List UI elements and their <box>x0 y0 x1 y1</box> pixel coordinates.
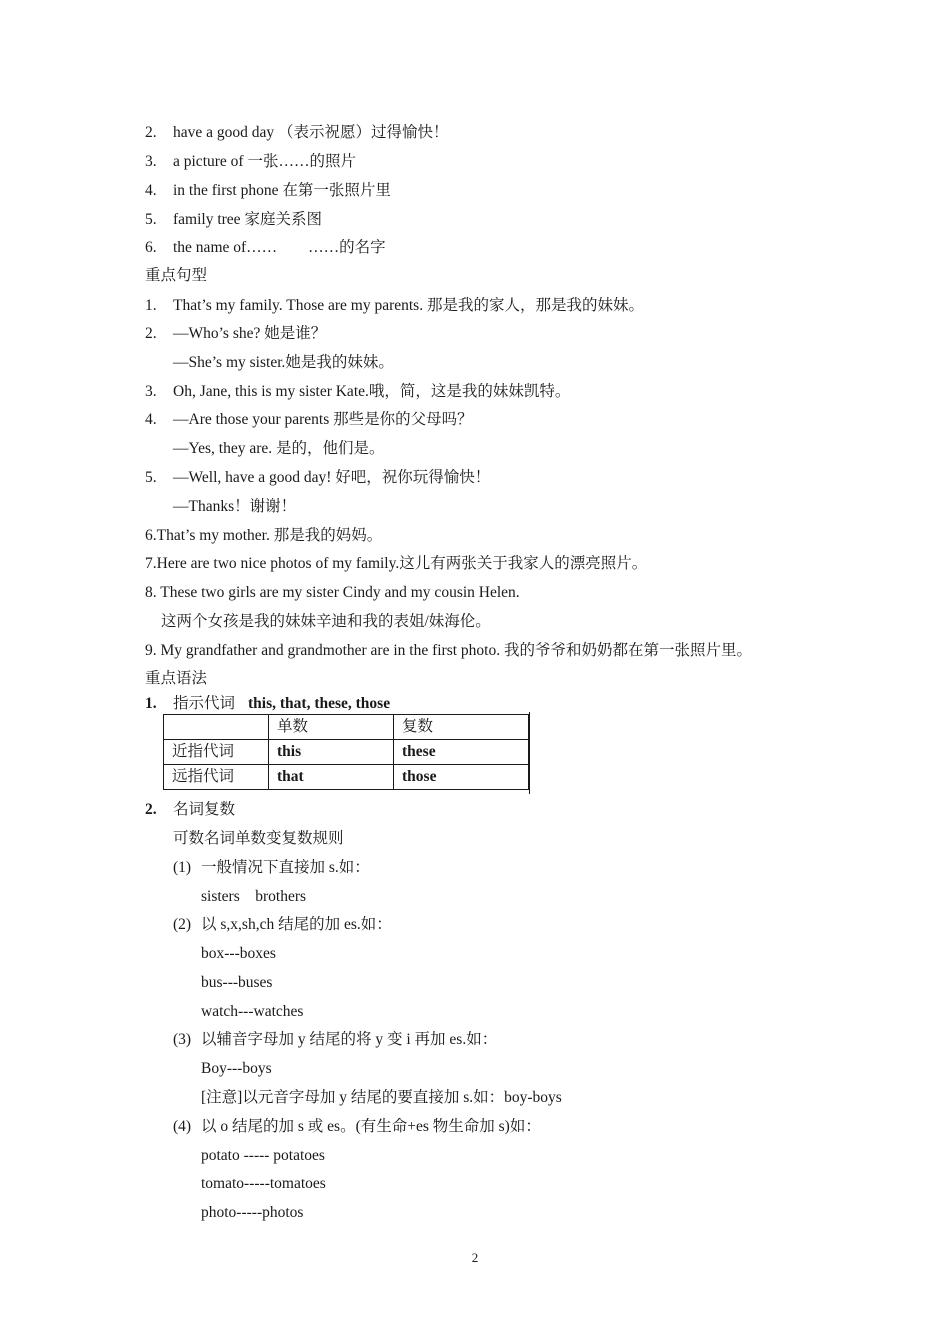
list-number: 2. <box>145 801 157 818</box>
phrase-text: the name of…… ……的名字 <box>173 239 386 256</box>
sentence-item <box>145 324 327 344</box>
rule-example: sisters brothers <box>201 888 307 905</box>
rule-example: potato ----- potatoes <box>201 1147 325 1164</box>
phrase-text: a picture of 一张……的照片 <box>173 153 356 170</box>
rule-number: (4) <box>173 1118 192 1135</box>
phrase-item <box>145 210 322 230</box>
sentence-text: —Well, have a good day! 好吧，祝你玩得愉快！ <box>173 469 491 486</box>
table-row <box>164 765 529 790</box>
grammar-words: this, that, these, those <box>248 695 391 712</box>
section-heading-sentences: 重点句型 <box>145 267 208 284</box>
list-number: 5. <box>145 469 157 486</box>
rule-example: box---boxes <box>201 945 276 962</box>
table-cell: 近指代词 <box>164 740 269 765</box>
table-border <box>529 712 530 794</box>
sentence-item <box>145 382 571 402</box>
list-number: 3. <box>145 383 157 400</box>
rule-text: 以 s,x,sh,ch 结尾的加 es.如： <box>201 916 392 933</box>
sentence-item: 9. My grandfather and grandmother are in the first photo. 我的爷爷和奶奶都在第一张照片里。 <box>145 642 752 659</box>
sentence-item: 6.That’s my mother. 那是我的妈妈。 <box>145 527 383 544</box>
grammar-item-plurals <box>145 800 236 820</box>
table-cell: these <box>394 740 529 765</box>
table-cell: that <box>269 765 394 790</box>
table-cell: this <box>269 740 394 765</box>
rule-number: (1) <box>173 859 192 876</box>
grammar-item-demonstratives <box>145 694 391 714</box>
table-cell: 远指代词 <box>164 765 269 790</box>
sentence-item <box>145 468 491 488</box>
list-number: 1. <box>145 695 157 712</box>
rule-item <box>173 915 392 935</box>
sentence-item <box>145 410 473 430</box>
rule-example: Boy---boys <box>201 1060 272 1077</box>
sentence-continuation: —Yes, they are. 是的，他们是。 <box>173 440 385 457</box>
list-number: 6. <box>145 239 157 256</box>
sentence-item <box>145 296 644 316</box>
list-number: 2. <box>145 124 157 141</box>
list-number: 3. <box>145 153 157 170</box>
sentence-continuation: 这两个女孩是我的妹妹辛迪和我的表姐/妹海伦。 <box>161 613 491 630</box>
grammar-label: 指示代词 <box>173 695 236 712</box>
rule-example: bus---buses <box>201 974 273 991</box>
table-row <box>164 740 529 765</box>
phrase-text: in the first phone 在第一张照片里 <box>173 182 391 199</box>
sentence-text: Oh, Jane, this is my sister Kate.哦，简，这是我的妹妹凯特。 <box>173 383 571 400</box>
rule-text: 以辅音字母加 y 结尾的将 y 变 i 再加 es.如： <box>201 1031 498 1048</box>
rule-example: tomato-----tomatoes <box>201 1175 326 1192</box>
phrase-item <box>145 238 386 258</box>
phrase-item <box>145 123 449 143</box>
sentence-text: —Are those your parents 那些是你的父母吗？ <box>173 411 473 428</box>
sentence-item: 8. These two girls are my sister Cindy and my cousin Helen. <box>145 584 520 601</box>
rule-note: [注意]以元音字母加 y 结尾的要直接加 s.如：boy-boys <box>201 1089 562 1106</box>
demonstratives-table <box>163 714 529 790</box>
rule-item <box>173 858 370 878</box>
sentence-continuation: —Thanks！谢谢！ <box>173 498 297 515</box>
phrase-item <box>145 152 356 172</box>
rules-intro: 可数名词单数变复数规则 <box>173 830 344 847</box>
rule-text: 以 o 结尾的加 s 或 es。(有生命+es 物生命加 s)如： <box>201 1118 541 1135</box>
rule-text: 一般情况下直接加 s.如： <box>201 859 370 876</box>
list-number: 4. <box>145 411 157 428</box>
list-number: 4. <box>145 182 157 199</box>
phrase-text: have a good day （表示祝愿）过得愉快！ <box>173 124 449 141</box>
table-cell <box>164 715 269 740</box>
table-cell: 复数 <box>394 715 529 740</box>
list-number: 5. <box>145 211 157 228</box>
table-header-row <box>164 715 529 740</box>
table-cell: those <box>394 765 529 790</box>
sentence-item: 7.Here are two nice photos of my family.这儿有两张关于我家人的漂亮照片。 <box>145 555 648 572</box>
table-cell: 单数 <box>269 715 394 740</box>
sentence-continuation: —She’s my sister.她是我的妹妹。 <box>173 354 394 371</box>
rule-number: (3) <box>173 1031 192 1048</box>
sentence-text: —Who’s she? 她是谁？ <box>173 325 327 342</box>
rule-example: watch---watches <box>201 1003 304 1020</box>
section-heading-grammar: 重点语法 <box>145 670 208 687</box>
rule-number: (2) <box>173 916 192 933</box>
list-number: 2. <box>145 325 157 342</box>
list-number: 1. <box>145 297 157 314</box>
rule-item <box>173 1030 498 1050</box>
phrase-text: family tree 家庭关系图 <box>173 211 322 228</box>
page-number: 2 <box>471 1250 479 1265</box>
rule-item <box>173 1117 541 1137</box>
phrase-item <box>145 181 391 201</box>
sentence-text: That’s my family. Those are my parents. 那是我的家人，那是我的妹妹。 <box>173 297 644 314</box>
grammar-label: 名词复数 <box>173 801 236 818</box>
rule-example: photo-----photos <box>201 1204 304 1221</box>
